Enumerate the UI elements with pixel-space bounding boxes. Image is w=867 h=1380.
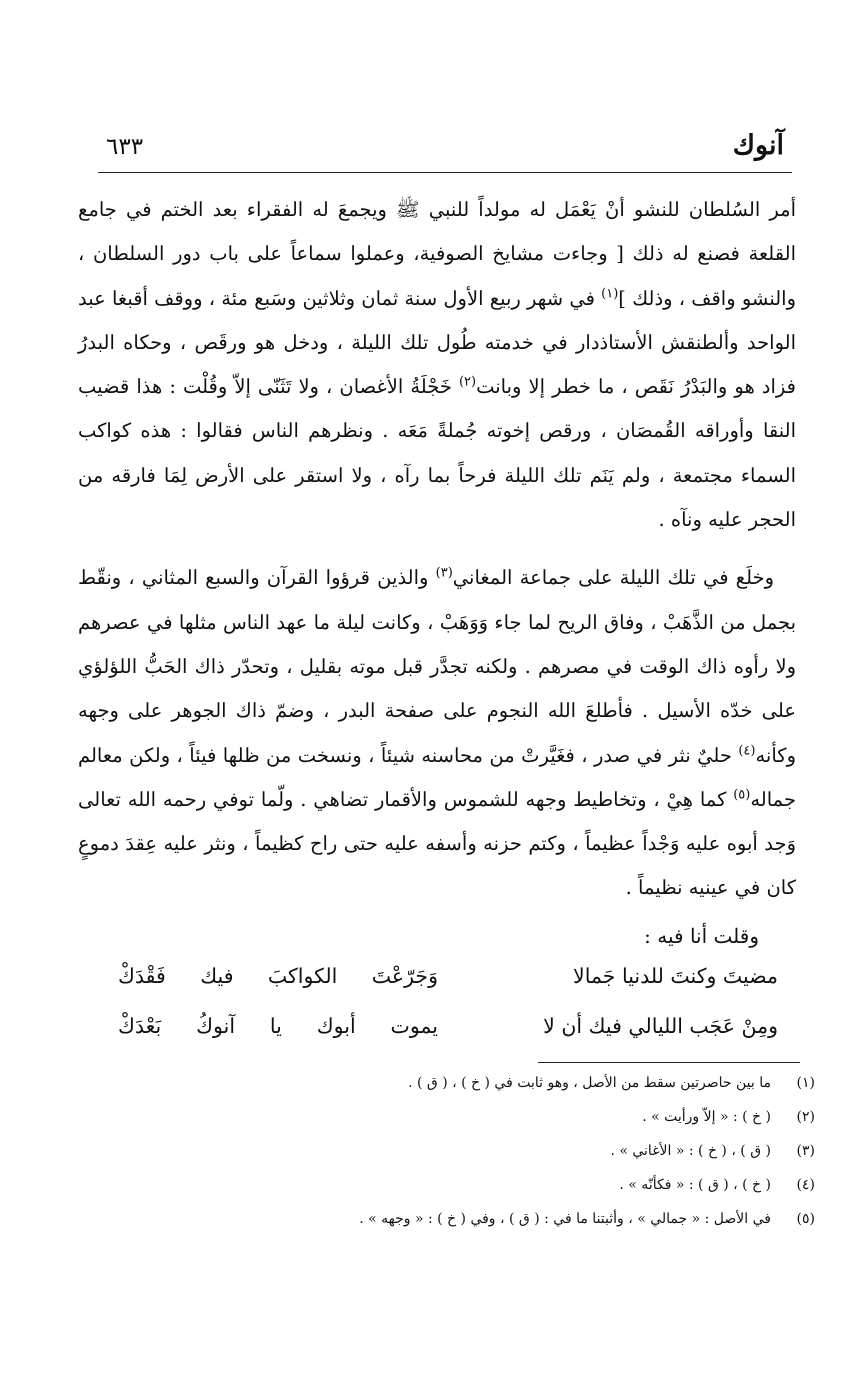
footnote-number: (٢) (796, 1109, 815, 1125)
poem-verse (118, 964, 778, 1014)
footnote-number: (٤) (796, 1177, 815, 1193)
poem-intro: وقلت أنا فيه : (644, 924, 759, 948)
footnote-ref: (٢) (458, 374, 477, 390)
footnote (95, 1202, 815, 1236)
text-run: خَجْلَةُ الأغصان ، ولا تَثَنّى إلاّ وقُلْت : هذا قضيب النقا وأوراقه القُمصَان ، ورقص إخوته جُملةً مَعَه . ونظرهم الناس فقالوا : هذه كواكب السماء مجتمعة ، ولم يَنَم تلك الليلة فرحاً بما رآه ، ولا استقر على الأرض لِمَا فارقه من الحجر عليه ونآه . (78, 375, 796, 532)
paragraph (78, 556, 796, 910)
text-run: حليٌ نثر في صدر ، فغَيَّرتْ من محاسنه شيئاً ، ونسخت من ظلها فيئاً ، ولكن معالم جماله (78, 743, 796, 811)
text-run: كما هِيْ ، وتخاطيط وجهه للشموس والأقمار تضاهي . ولّما توفي رحمه الله تعالى وَجد أبوه عليه وَجْداً عظيماً ، وكتم حزنه وأسفه عليه حتى راح كظيماً ، ونثر عليه عِقدَ دموعٍ كان في عينيه نظيماً . (78, 787, 796, 900)
footnote-text: ( خ ) : « إلاّ ورأيت » . (642, 1109, 771, 1125)
main-text (78, 188, 796, 911)
verse-second-hemistich: وَجَرّعْتَ الكواكبَ فيك فَقْدَكْ (118, 964, 438, 988)
text-run: وخلَع في تلك الليلة على جماعة المغاني (452, 566, 774, 590)
page-header (98, 128, 792, 173)
running-title: آنوك (732, 130, 784, 161)
footnote (95, 1168, 815, 1202)
footnote-divider (538, 1062, 800, 1063)
verse-first-hemistich: مضيتَ وكنتَ للدنيا جَمالا (573, 964, 778, 988)
footnote-text: ( خ ) ، ( ق ) : « فكأنّه » . (619, 1177, 771, 1193)
footnote-number: (٣) (796, 1143, 815, 1159)
text-run: في شهر ربيع الأول سنة ثمان وثلاثين وسَبع مئة ، ووقف أقبغا عبد الواحد وألطنقش الأستاذدار في خدمته طُول تلك الليلة ، ودخل هو ورقَص ، وحكاه البدرُ فزاد هو والبَدْرُ نَقَص ، ما خطر إلا وبانت (78, 286, 796, 399)
footnote-number: (٥) (796, 1211, 815, 1227)
footnotes (95, 1066, 815, 1236)
poem-verse (118, 1014, 778, 1064)
footnote (95, 1134, 815, 1168)
footnote-text: في الأصل : « جمالي » ، وأثبتنا ما في : ( ق ) ، وفي ( خ ) : « وجهه » . (359, 1211, 771, 1227)
footnote-text: ما بين حاصرتين سقط من الأصل ، وهو ثابت في ( خ ) ، ( ق ) . (408, 1075, 771, 1091)
footnote (95, 1066, 815, 1100)
footnote-number: (١) (796, 1075, 815, 1091)
footnote-text: ( ق ) ، ( خ ) : « الأغاني » . (610, 1143, 771, 1159)
text-run: أمر السُلطان للنشو أنْ يَعْمَل له مولداً للنبي ﷺ ويجمعَ له الفقراء بعد الختم في جامع القلعة فصنع له ذلك [ وجاءت مشايخ الصوفية، وعملوا سماعاً على باب دور السلطان ، والنشو واقف ، وذلك ] (78, 198, 796, 310)
verse-first-hemistich: ومِنْ عَجَب الليالي فيك أن لا (543, 1014, 778, 1038)
page-number: ٦٣٣ (106, 134, 144, 160)
footnote-ref: (٣) (435, 565, 453, 581)
footnote-ref: (١) (601, 286, 619, 302)
footnote-ref: (٤) (738, 743, 756, 759)
footnote-ref: (٥) (733, 787, 751, 803)
footnote (95, 1100, 815, 1134)
text-run: والذين قرؤوا القرآن والسبع المثاني ، ونقّط بجمل من الذَّهَبْ ، وفاق الريح لما جاء وَوَهَبْ ، وكانت ليلة ما عهد الناس مثلها في عصرهم ولا رأوه ذاك الوقت في مصرهم . ولكنه تجدَّر قبل موته بقليل ، وتحدّر ذاك الحَبُّ اللؤلؤي على خدّه الأسيل . فأطلعَ الله النجوم على صفحة البدر ، وضمّ ذاك الجوهر على وجهه وكأنه (78, 566, 796, 767)
paragraph (78, 188, 796, 542)
poem (118, 964, 778, 1064)
verse-second-hemistich: يموت أبوك يا آنوكُ بَعْدَكْ (118, 1014, 438, 1038)
